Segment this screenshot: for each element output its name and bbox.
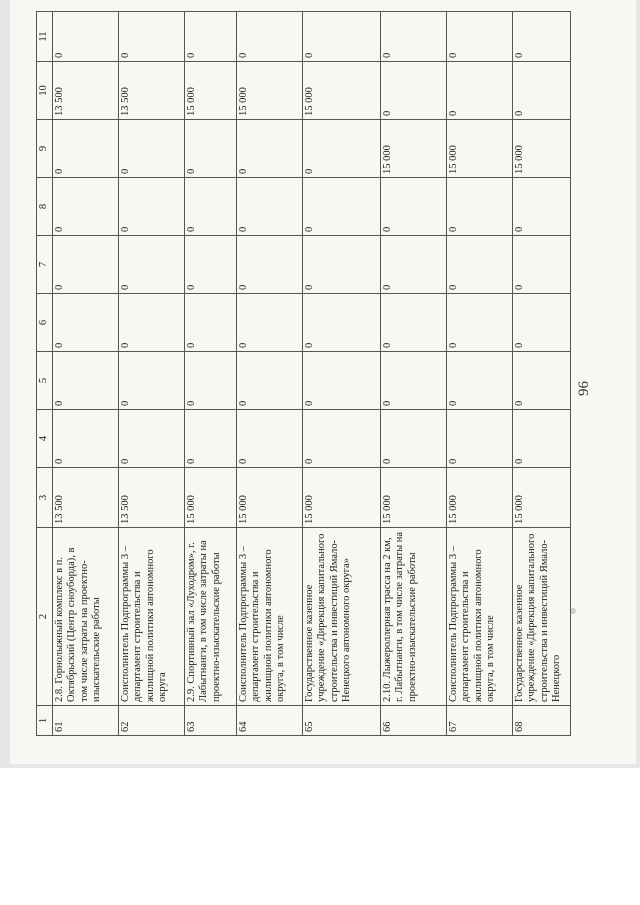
value-cell: 15 000: [302, 62, 380, 120]
value-cell: 0: [380, 352, 446, 410]
value-cell: 13 500: [52, 468, 118, 528]
value-cell: 0: [184, 12, 236, 62]
header-cell: 5: [37, 352, 53, 410]
value-cell: 0: [236, 12, 302, 62]
row-number: 66: [380, 706, 446, 736]
row-number: 61: [52, 706, 118, 736]
value-cell: 0: [302, 12, 380, 62]
value-cell: 0: [52, 352, 118, 410]
page-number: 96: [576, 381, 592, 396]
value-cell: 15 000: [184, 62, 236, 120]
value-cell: 0: [236, 352, 302, 410]
value-cell: 15 000: [380, 468, 446, 528]
row-number: 65: [302, 706, 380, 736]
value-cell: 0: [512, 352, 570, 410]
value-cell: 0: [52, 236, 118, 294]
value-cell: 0: [380, 410, 446, 468]
value-cell: 15 000: [236, 62, 302, 120]
value-cell: 0: [380, 12, 446, 62]
value-cell: 15 000: [446, 120, 512, 178]
value-cell: 0: [52, 410, 118, 468]
value-cell: 15 000: [512, 120, 570, 178]
value-cell: 0: [512, 294, 570, 352]
table-row: [118, 12, 184, 736]
value-cell: 0: [512, 410, 570, 468]
row-name: Государственное казенное учреждение «Дирекция капитального строительства и инвестиций Ямало-Ненецкого: [512, 528, 570, 706]
table-row: [380, 12, 446, 736]
value-cell: 0: [184, 352, 236, 410]
header-cell: 8: [37, 178, 53, 236]
value-cell: 0: [184, 236, 236, 294]
value-cell: 0: [302, 294, 380, 352]
row-name: Соисполнитель Подпрограммы 3 – департамент строительства и жилищной политики автономного округа, в том числе: [236, 528, 302, 706]
header-cell: 10: [37, 62, 53, 120]
value-cell: 0: [512, 178, 570, 236]
value-cell: 0: [118, 120, 184, 178]
header-cell: 2: [37, 528, 53, 706]
row-number: 64: [236, 706, 302, 736]
value-cell: 0: [446, 410, 512, 468]
value-cell: 0: [512, 12, 570, 62]
table-row: [446, 12, 512, 736]
table-row: [52, 12, 118, 736]
value-cell: 0: [380, 178, 446, 236]
row-name: 2.9. Спортивный зал «Луходром», г. Лабытнанги, в том числе затраты на проектно-изыскательские работы: [184, 528, 236, 706]
value-cell: 0: [512, 62, 570, 120]
value-cell: 15 000: [446, 468, 512, 528]
value-cell: 0: [118, 410, 184, 468]
value-cell: 0: [302, 410, 380, 468]
row-name: 2.10. Лыжероллерная трасса на 2 км, г. Лабытнанги, в том числе затраты на проектно-изыскательские работы: [380, 528, 446, 706]
document-page: [10, 0, 636, 764]
value-cell: 0: [380, 294, 446, 352]
header-cell: 9: [37, 120, 53, 178]
value-cell: 15 000: [380, 120, 446, 178]
value-cell: 15 000: [184, 468, 236, 528]
value-cell: 0: [184, 120, 236, 178]
value-cell: 0: [118, 12, 184, 62]
value-cell: 0: [446, 178, 512, 236]
value-cell: 0: [236, 294, 302, 352]
value-cell: 0: [118, 236, 184, 294]
table-header-row: [37, 12, 53, 736]
value-cell: 13 500: [52, 62, 118, 120]
header-cell: 11: [37, 12, 53, 62]
table-row: [236, 12, 302, 736]
value-cell: 0: [446, 352, 512, 410]
value-cell: 0: [236, 410, 302, 468]
row-number: 62: [118, 706, 184, 736]
table-row: [302, 12, 380, 736]
value-cell: 0: [302, 352, 380, 410]
value-cell: 15 000: [236, 468, 302, 528]
value-cell: 13 500: [118, 468, 184, 528]
header-cell: 7: [37, 236, 53, 294]
header-cell: 6: [37, 294, 53, 352]
scan-mark: [570, 608, 576, 614]
value-cell: 0: [302, 120, 380, 178]
value-cell: 0: [236, 236, 302, 294]
value-cell: 0: [118, 178, 184, 236]
value-cell: 15 000: [512, 468, 570, 528]
row-number: 67: [446, 706, 512, 736]
value-cell: 0: [52, 178, 118, 236]
value-cell: 0: [446, 12, 512, 62]
value-cell: 0: [446, 294, 512, 352]
value-cell: 0: [52, 294, 118, 352]
value-cell: 0: [446, 62, 512, 120]
value-cell: 0: [236, 178, 302, 236]
table-row: [184, 12, 236, 736]
value-cell: 0: [52, 12, 118, 62]
value-cell: 0: [184, 294, 236, 352]
value-cell: 0: [118, 352, 184, 410]
value-cell: 0: [380, 236, 446, 294]
value-cell: 0: [302, 236, 380, 294]
value-cell: 0: [52, 120, 118, 178]
value-cell: 0: [236, 120, 302, 178]
rotated-content: [10, 4, 636, 764]
table-row: [512, 12, 570, 736]
row-name: Соисполнитель Подпрограммы 3 – департамент строительства и жилищной политики автономного округа, в том числе: [446, 528, 512, 706]
header-cell: 1: [37, 706, 53, 736]
budget-table: [36, 11, 571, 736]
header-cell: 3: [37, 468, 53, 528]
row-number: 68: [512, 706, 570, 736]
row-name: 2.8. Горнолыжный комплекс в п. Октябрьский (Центр сноуборда), в том числе затраты на проектно-изыскательские работы: [52, 528, 118, 706]
value-cell: 0: [512, 236, 570, 294]
row-name: Соисполнитель Подпрограммы 3 – департамент строительства и жилищной политики автономного округа: [118, 528, 184, 706]
row-name: Государственное казенное учреждение «Дирекция капитального строительства и инвестиций Ямало-Ненецкого автономного округа»: [302, 528, 380, 706]
value-cell: 0: [184, 410, 236, 468]
value-cell: 0: [184, 178, 236, 236]
row-number: 63: [184, 706, 236, 736]
value-cell: 0: [446, 236, 512, 294]
value-cell: 0: [302, 178, 380, 236]
value-cell: 0: [380, 62, 446, 120]
value-cell: 0: [118, 294, 184, 352]
value-cell: 13 500: [118, 62, 184, 120]
value-cell: 15 000: [302, 468, 380, 528]
header-cell: 4: [37, 410, 53, 468]
